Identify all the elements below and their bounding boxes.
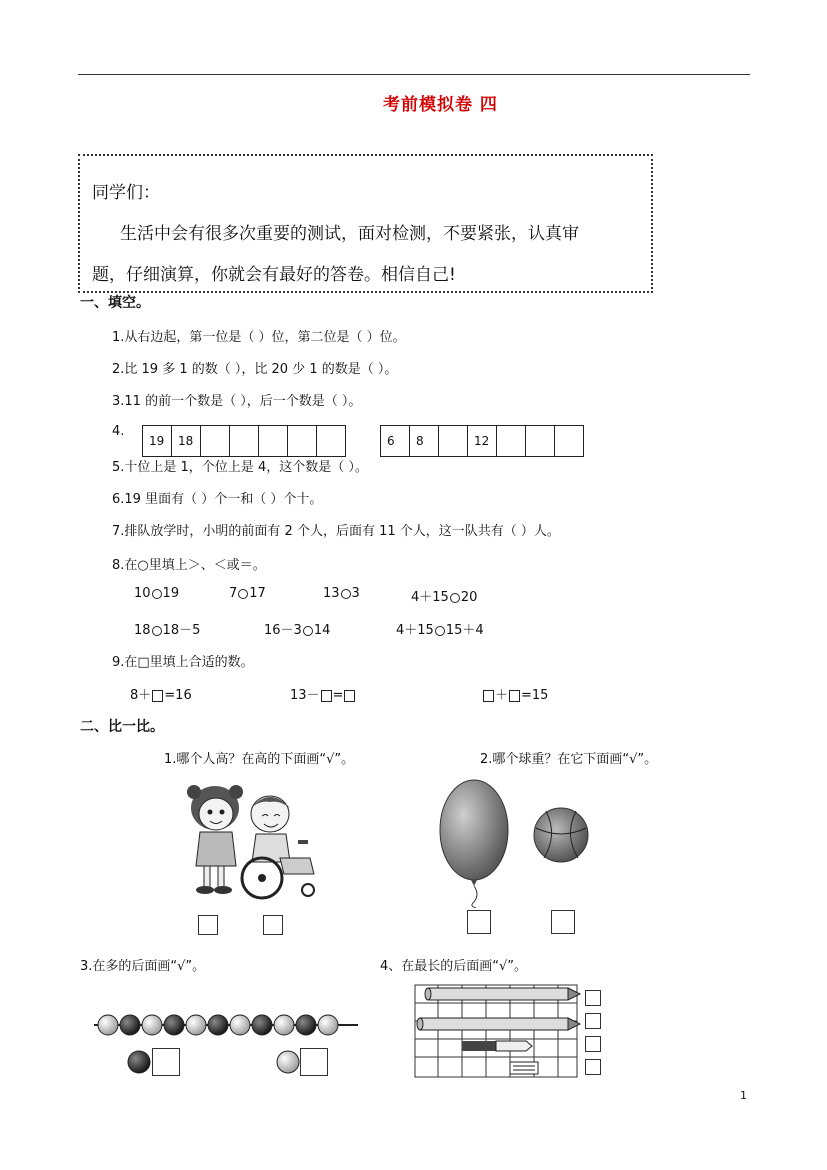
seq1-cell[interactable]: 18 (172, 426, 201, 457)
length-grid-illustration (414, 984, 584, 1080)
greeting-line-1: 生活中会有很多次重要的测试，面对检测，不要紧张，认真审 (120, 224, 579, 244)
compare-left: 7 (229, 586, 238, 601)
fill-box[interactable] (344, 690, 355, 702)
compare-item (134, 586, 179, 601)
compare-right: 14 (313, 623, 331, 638)
compare-question-1: 1.哪个人高？在高的下面画“√”。 (164, 752, 355, 767)
question-1: 1.从右边起，第一位是（ ）位，第二位是（ ）位。 (112, 330, 406, 345)
fill-box[interactable] (483, 690, 494, 702)
answer-box-long-1[interactable] (585, 990, 601, 1006)
fill-mid: = (332, 688, 344, 703)
seq1-cell[interactable] (230, 426, 259, 457)
compare-item (396, 619, 484, 638)
seq1-cell[interactable] (317, 426, 346, 457)
answer-box-long-4[interactable] (585, 1059, 601, 1075)
greeting-line-2: 题，仔细演算，你就会有最好的答卷。相信自己! (92, 265, 456, 285)
section1-heading: 一、填空。 (80, 295, 150, 311)
compare-circle[interactable] (152, 589, 162, 599)
seq2-cell[interactable]: 6 (381, 426, 410, 457)
compare-circle[interactable] (152, 626, 162, 636)
compare-circle[interactable] (238, 589, 248, 599)
compare-question-3: 3.在多的后面画“√”。 (80, 959, 206, 974)
compare-item (264, 619, 330, 638)
seq2-cell[interactable] (439, 426, 468, 457)
balloon-ball-illustration (436, 778, 596, 908)
compare-right: 18－5 (162, 623, 201, 638)
sequence-table-2 (380, 425, 584, 457)
answer-box-long-3[interactable] (585, 1036, 601, 1052)
compare-left: 16－3 (264, 623, 302, 638)
fill-prefix: 8＋ (130, 688, 152, 703)
seq2-cell[interactable] (497, 426, 526, 457)
compare-circle[interactable] (450, 593, 460, 603)
answer-box-heavy-2[interactable] (551, 910, 575, 934)
answer-box-more-1[interactable] (152, 1048, 180, 1076)
top-rule (78, 74, 750, 75)
fill-item (290, 684, 356, 703)
fill-box[interactable] (509, 690, 520, 702)
children-illustration (180, 778, 330, 903)
answer-box-tall-2[interactable] (263, 915, 283, 935)
question-5: 5.十位上是 1，个位上是 4，这个数是（ ）。 (112, 460, 368, 475)
compare-item (411, 586, 477, 605)
seq1-cell[interactable]: 19 (143, 426, 172, 457)
question-8: 8.在○里填上＞、＜或＝。 (112, 558, 266, 573)
compare-item (134, 619, 200, 638)
compare-right: 19 (162, 586, 180, 601)
compare-right: 17 (249, 586, 266, 601)
answer-box-long-2[interactable] (585, 1013, 601, 1029)
compare-right: 3 (351, 586, 360, 601)
answer-box-heavy-1[interactable] (467, 910, 491, 934)
seq1-cell[interactable] (259, 426, 288, 457)
sequence-table-1 (142, 425, 346, 457)
seq2-cell[interactable] (526, 426, 555, 457)
question-7: 7.排队放学时，小明的前面有 2 个人，后面有 11 个人，这一队共有（ ）人。 (112, 524, 560, 539)
seq1-cell[interactable] (288, 426, 317, 457)
fill-suffix: =16 (164, 688, 192, 703)
compare-left: 4＋15 (396, 623, 434, 638)
compare-left: 13 (323, 586, 340, 601)
fill-prefix: 13－ (290, 688, 320, 703)
greeting-salutation: 同学们： (92, 183, 160, 203)
question-6: 6.19 里面有（ ）个一和（ ）个十。 (112, 492, 323, 507)
seq2-cell[interactable]: 8 (410, 426, 439, 457)
fill-suffix: =15 (521, 688, 549, 703)
compare-right: 15＋4 (445, 623, 484, 638)
seq2-cell[interactable]: 12 (468, 426, 497, 457)
compare-question-4: 4、在最长的后面画“√”。 (380, 959, 528, 974)
question-4-label: 4. (112, 424, 125, 439)
fill-box[interactable] (152, 690, 163, 702)
seq1-cell[interactable] (201, 426, 230, 457)
fill-item (130, 684, 192, 703)
question-3: 3.11 的前一个数是（ ），后一个数是（ ）。 (112, 394, 362, 409)
section2-heading: 二、比一比。 (80, 719, 164, 735)
compare-item (229, 586, 266, 601)
fill-item (482, 684, 548, 703)
page-title: 考前模拟卷 四 (383, 95, 498, 115)
answer-box-tall-1[interactable] (198, 915, 218, 935)
answer-box-more-2[interactable] (300, 1048, 328, 1076)
question-2: 2.比 19 多 1 的数（ ），比 20 少 1 的数是（ ）。 (112, 362, 398, 377)
compare-circle[interactable] (303, 626, 313, 636)
compare-item (323, 586, 360, 601)
compare-circle[interactable] (435, 626, 445, 636)
seq2-cell[interactable] (555, 426, 584, 457)
page-number: 1 (740, 1089, 747, 1102)
compare-left: 10 (134, 586, 151, 601)
compare-circle[interactable] (341, 589, 351, 599)
fill-box[interactable] (321, 690, 332, 702)
compare-left: 4＋15 (411, 590, 449, 605)
compare-left: 18 (134, 623, 151, 638)
greeting-box (78, 154, 653, 293)
question-9: 9.在□里填上合适的数。 (112, 655, 254, 670)
compare-question-2: 2.哪个球重？在它下面画“√”。 (480, 752, 658, 767)
compare-right: 20 (460, 590, 478, 605)
fill-mid: ＋ (495, 688, 509, 703)
